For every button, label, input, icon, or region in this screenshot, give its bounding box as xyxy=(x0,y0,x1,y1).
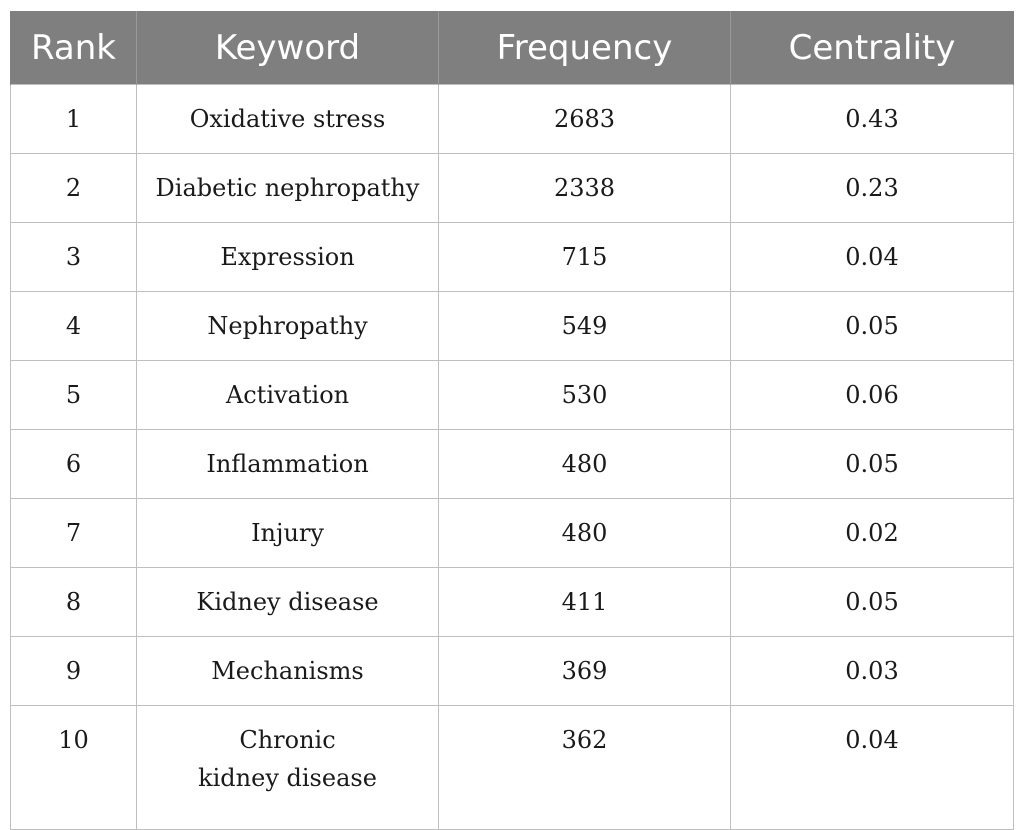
cell-frequency: 411 xyxy=(439,568,731,637)
table-row xyxy=(11,499,1014,568)
cell-frequency: 369 xyxy=(439,637,731,706)
header-centrality: Centrality xyxy=(731,11,1014,85)
cell-centrality: 0.03 xyxy=(731,637,1014,706)
cell-centrality: 0.43 xyxy=(731,85,1014,154)
cell-keyword: Oxidative stress xyxy=(137,85,439,154)
cell-keyword: Mechanisms xyxy=(137,637,439,706)
cell-keyword: Nephropathy xyxy=(137,292,439,361)
cell-keyword-line2: kidney disease xyxy=(198,764,377,792)
cell-frequency: 715 xyxy=(439,223,731,292)
cell-keyword: Activation xyxy=(137,361,439,430)
header-keyword: Keyword xyxy=(137,11,439,85)
keyword-table xyxy=(10,11,1014,830)
cell-centrality: 0.05 xyxy=(731,430,1014,499)
cell-frequency: 2338 xyxy=(439,154,731,223)
cell-rank: 6 xyxy=(11,430,137,499)
cell-keyword xyxy=(137,706,439,830)
cell-rank: 7 xyxy=(11,499,137,568)
table-row xyxy=(11,637,1014,706)
table-body xyxy=(11,85,1014,830)
cell-keyword: Injury xyxy=(137,499,439,568)
cell-frequency: 480 xyxy=(439,499,731,568)
cell-centrality: 0.04 xyxy=(731,223,1014,292)
cell-frequency: 530 xyxy=(439,361,731,430)
keyword-table-container xyxy=(10,11,1013,830)
cell-rank: 9 xyxy=(11,637,137,706)
table-row xyxy=(11,292,1014,361)
table-row xyxy=(11,706,1014,830)
cell-centrality: 0.23 xyxy=(731,154,1014,223)
cell-frequency: 2683 xyxy=(439,85,731,154)
cell-keyword: Diabetic nephropathy xyxy=(137,154,439,223)
cell-keyword-line1: Chronic xyxy=(239,726,336,754)
cell-rank: 10 xyxy=(11,706,137,830)
table-row xyxy=(11,85,1014,154)
cell-centrality: 0.05 xyxy=(731,568,1014,637)
header-rank: Rank xyxy=(11,11,137,85)
cell-rank: 2 xyxy=(11,154,137,223)
cell-rank: 8 xyxy=(11,568,137,637)
cell-centrality: 0.02 xyxy=(731,499,1014,568)
cell-keyword: Expression xyxy=(137,223,439,292)
table-row xyxy=(11,223,1014,292)
cell-centrality: 0.04 xyxy=(731,706,1014,830)
cell-centrality: 0.05 xyxy=(731,292,1014,361)
table-row xyxy=(11,568,1014,637)
cell-rank: 4 xyxy=(11,292,137,361)
table-row xyxy=(11,154,1014,223)
cell-rank: 5 xyxy=(11,361,137,430)
cell-rank: 3 xyxy=(11,223,137,292)
header-frequency: Frequency xyxy=(439,11,731,85)
cell-frequency: 362 xyxy=(439,706,731,830)
cell-keyword: Kidney disease xyxy=(137,568,439,637)
table-row xyxy=(11,361,1014,430)
cell-centrality: 0.06 xyxy=(731,361,1014,430)
cell-rank: 1 xyxy=(11,85,137,154)
table-row xyxy=(11,430,1014,499)
table-header xyxy=(11,11,1014,85)
cell-keyword: Inflammation xyxy=(137,430,439,499)
header-row xyxy=(11,11,1014,85)
cell-frequency: 549 xyxy=(439,292,731,361)
cell-frequency: 480 xyxy=(439,430,731,499)
